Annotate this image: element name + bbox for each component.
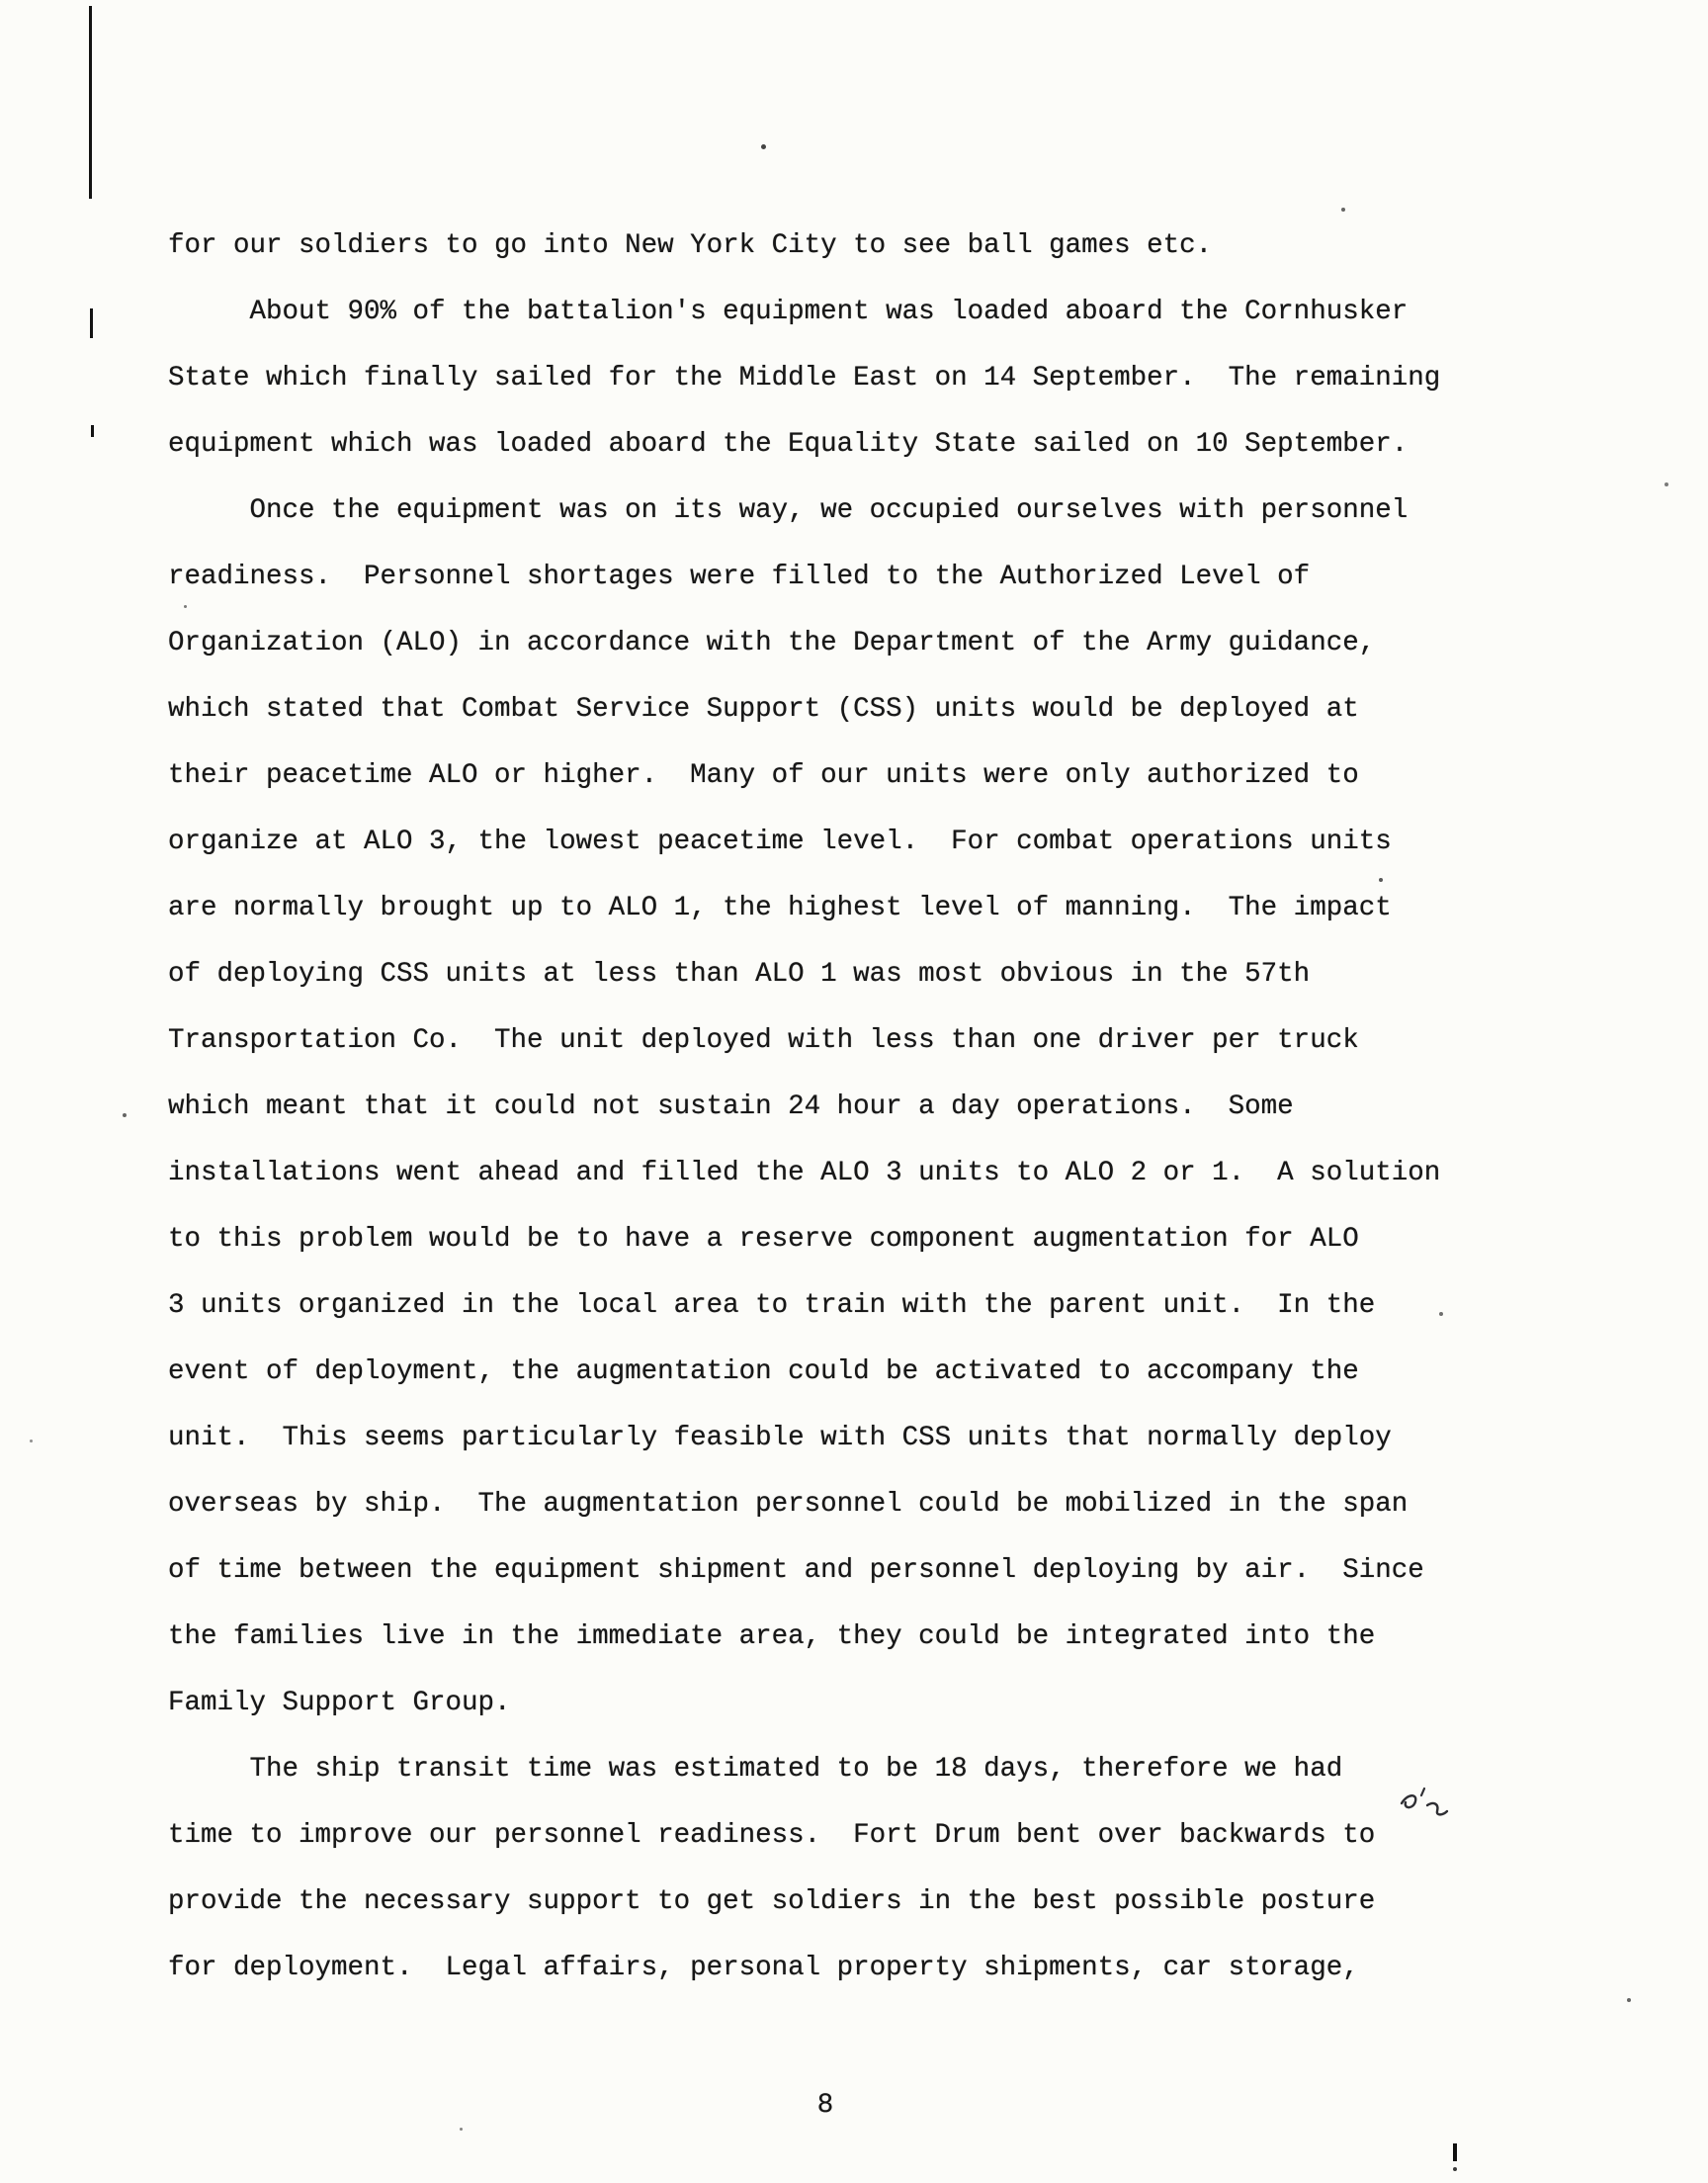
text-line: their peacetime ALO or higher. Many of our units were only authorized to — [168, 760, 1359, 791]
scan-speck — [761, 144, 766, 149]
text-line: event of deployment, the augmentation could be activated to accompany the — [168, 1356, 1359, 1387]
scan-artifact-vertical-dot — [91, 425, 94, 437]
text-line: of time between the equipment shipment and personnel deploying by air. Since — [168, 1555, 1424, 1586]
scan-speck — [1627, 1998, 1631, 2002]
text-line: which stated that Combat Service Support (CSS) units would be deployed at — [168, 694, 1359, 725]
scan-speck — [1453, 2167, 1457, 2171]
text-line: the families live in the immediate area, they could be integrated into the — [168, 1621, 1376, 1652]
text-line: Family Support Group. — [168, 1688, 511, 1718]
text-line: readiness. Personnel shortages were filled to the Authorized Level of — [168, 562, 1311, 592]
text-line: installations went ahead and filled the ALO 3 units to ALO 2 or 1. A solution — [168, 1158, 1441, 1188]
text-line: overseas by ship. The augmentation personnel could be mobilized in the span — [168, 1489, 1409, 1520]
text-line: The ship transit time was estimated to be 18 days, therefore we had — [168, 1754, 1343, 1785]
scan-speck — [123, 1113, 127, 1117]
page-number: 8 — [816, 2090, 834, 2121]
scan-artifact-vertical-dash — [90, 308, 93, 338]
text-line: unit. This seems particularly feasible with CSS units that normally deploy — [168, 1423, 1392, 1453]
text-line: which meant that it could not sustain 24 hour a day operations. Some — [168, 1092, 1294, 1122]
text-line: are normally brought up to ALO 1, the highest level of manning. The impact — [168, 893, 1392, 923]
scan-speck — [30, 1440, 33, 1442]
text-line: State which finally sailed for the Middle East on 14 September. The remaining — [168, 363, 1441, 393]
scan-speck — [1665, 482, 1668, 486]
document-body — [168, 213, 1522, 2001]
text-line: About 90% of the battalion's equipment was loaded aboard the Cornhusker — [168, 297, 1409, 327]
text-line: time to improve our personnel readiness. Fort Drum bent over backwards to — [168, 1820, 1376, 1851]
text-line: of deploying CSS units at less than ALO 1 was most obvious in the 57th — [168, 959, 1311, 990]
text-line: organize at ALO 3, the lowest peacetime level. For combat operations units — [168, 827, 1392, 857]
text-line: provide the necessary support to get soldiers in the best possible posture — [168, 1886, 1376, 1917]
scan-artifact-bottom-mark — [1453, 2143, 1457, 2161]
text-line: for our soldiers to go into New York City to see ball games etc. — [168, 230, 1213, 261]
text-line: equipment which was loaded aboard the Equality State sailed on 10 September. — [168, 429, 1409, 460]
scan-artifact-vertical-line — [89, 6, 92, 199]
text-line: for deployment. Legal affairs, personal property shipments, car storage, — [168, 1953, 1359, 1983]
scan-speck — [1341, 208, 1345, 212]
text-line: 3 units organized in the local area to train with the parent unit. In the — [168, 1290, 1376, 1321]
text-line: Transportation Co. The unit deployed with less than one driver per truck — [168, 1025, 1359, 1056]
text-line: Once the equipment was on its way, we occupied ourselves with personnel — [168, 495, 1409, 526]
text-line: to this problem would be to have a reserve component augmentation for ALO — [168, 1224, 1359, 1255]
text-line: Organization (ALO) in accordance with the Department of the Army guidance, — [168, 628, 1376, 658]
